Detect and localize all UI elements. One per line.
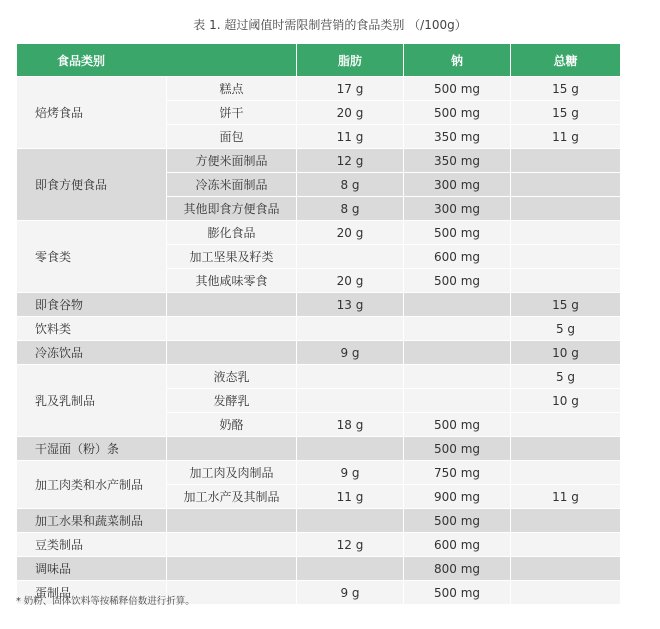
sodium-cell: 500 mg [404,413,511,437]
subcategory-cell: 面包 [167,125,297,149]
sodium-cell [404,341,511,365]
subcategory-cell: 糕点 [167,77,297,101]
table-row [17,341,621,365]
sugar-cell [511,269,621,293]
sugar-cell: 10 g [511,389,621,413]
fat-cell: 12 g [297,149,404,173]
subcategory-cell: 其他即食方便食品 [167,197,297,221]
table-body [17,77,621,605]
table-row [17,557,621,581]
sugar-cell: 15 g [511,101,621,125]
sodium-cell: 300 mg [404,173,511,197]
table-row [17,437,621,461]
table-row [17,149,621,173]
header-sodium: 钠 [404,44,511,77]
sugar-cell [511,533,621,557]
sugar-cell: 11 g [511,125,621,149]
category-cell: 调味品 [17,557,167,581]
fat-cell [297,317,404,341]
subcategory-cell: 加工坚果及籽类 [167,245,297,269]
category-cell: 干湿面（粉）条 [17,437,167,461]
sugar-cell [511,437,621,461]
fat-cell [297,365,404,389]
sodium-cell: 350 mg [404,149,511,173]
sugar-cell [511,461,621,485]
subcategory-cell: 奶酪 [167,413,297,437]
table-row [17,293,621,317]
fat-cell [297,557,404,581]
category-cell: 饮料类 [17,317,167,341]
table-row [17,533,621,557]
fat-cell: 11 g [297,485,404,509]
subcategory-cell [167,293,297,317]
sodium-cell: 500 mg [404,77,511,101]
subcategory-cell [167,437,297,461]
sodium-cell: 500 mg [404,221,511,245]
table-row [17,461,621,485]
table-row [17,77,621,101]
sodium-cell [404,293,511,317]
header-sugar: 总糖 [511,44,621,77]
sugar-cell: 5 g [511,365,621,389]
header-category: 食品类别 [17,44,297,77]
fat-cell: 9 g [297,341,404,365]
fat-cell: 9 g [297,461,404,485]
category-cell: 冷冻饮品 [17,341,167,365]
fat-cell [297,389,404,413]
sodium-cell: 300 mg [404,197,511,221]
fat-cell [297,437,404,461]
fat-cell [297,245,404,269]
sodium-cell [404,389,511,413]
sodium-cell: 800 mg [404,557,511,581]
sodium-cell [404,317,511,341]
sodium-cell: 750 mg [404,461,511,485]
fat-cell: 17 g [297,77,404,101]
subcategory-cell: 冷冻米面制品 [167,173,297,197]
sugar-cell: 11 g [511,485,621,509]
sugar-cell: 10 g [511,341,621,365]
sodium-cell: 600 mg [404,533,511,557]
sodium-cell: 500 mg [404,509,511,533]
category-cell: 豆类制品 [17,533,167,557]
sugar-cell [511,557,621,581]
subcategory-cell: 加工水产及其制品 [167,485,297,509]
category-cell: 即食方便食品 [17,149,167,221]
sugar-cell [511,581,621,605]
subcategory-cell [167,533,297,557]
subcategory-cell: 加工肉及肉制品 [167,461,297,485]
fat-cell: 11 g [297,125,404,149]
category-cell: 即食谷物 [17,293,167,317]
sodium-cell: 900 mg [404,485,511,509]
subcategory-cell: 膨化食品 [167,221,297,245]
sugar-cell [511,509,621,533]
category-cell: 蛋制品 [17,581,167,605]
subcategory-cell: 饼干 [167,101,297,125]
subcategory-cell: 液态乳 [167,365,297,389]
sodium-cell: 500 mg [404,269,511,293]
footnote: * 奶粉、固体饮料等按稀释倍数进行折算。 [16,596,195,607]
table-row [17,509,621,533]
table-row [17,221,621,245]
sodium-cell: 600 mg [404,245,511,269]
category-cell: 乳及乳制品 [17,365,167,437]
subcategory-cell [167,341,297,365]
subcategory-cell [167,509,297,533]
fat-cell: 8 g [297,197,404,221]
table-header-row [17,44,621,77]
fat-cell: 8 g [297,173,404,197]
fat-cell: 9 g [297,581,404,605]
table-row [17,317,621,341]
sugar-cell: 15 g [511,77,621,101]
table-caption: 表 1. 超过阈值时需限制营销的食品类别 （/100g） [193,18,467,32]
fat-cell: 12 g [297,533,404,557]
sodium-cell: 500 mg [404,581,511,605]
sugar-cell [511,173,621,197]
category-cell: 加工水果和蔬菜制品 [17,509,167,533]
table-row [17,365,621,389]
sugar-cell [511,197,621,221]
sugar-cell: 5 g [511,317,621,341]
sodium-cell: 500 mg [404,101,511,125]
sugar-cell [511,149,621,173]
fat-cell: 18 g [297,413,404,437]
sodium-cell [404,365,511,389]
subcategory-cell [167,557,297,581]
sodium-cell: 500 mg [404,437,511,461]
category-cell: 加工肉类和水产制品 [17,461,167,509]
fat-cell: 13 g [297,293,404,317]
subcategory-cell [167,317,297,341]
fat-cell: 20 g [297,269,404,293]
sugar-cell [511,221,621,245]
header-fat: 脂肪 [297,44,404,77]
sodium-cell: 350 mg [404,125,511,149]
subcategory-cell: 方便米面制品 [167,149,297,173]
category-cell: 零食类 [17,221,167,293]
fat-cell [297,509,404,533]
fat-cell: 20 g [297,221,404,245]
sugar-cell: 15 g [511,293,621,317]
sugar-cell [511,245,621,269]
category-cell: 焙烤食品 [17,77,167,149]
food-category-table [16,43,621,605]
subcategory-cell: 发酵乳 [167,389,297,413]
subcategory-cell: 其他咸味零食 [167,269,297,293]
fat-cell: 20 g [297,101,404,125]
sugar-cell [511,413,621,437]
